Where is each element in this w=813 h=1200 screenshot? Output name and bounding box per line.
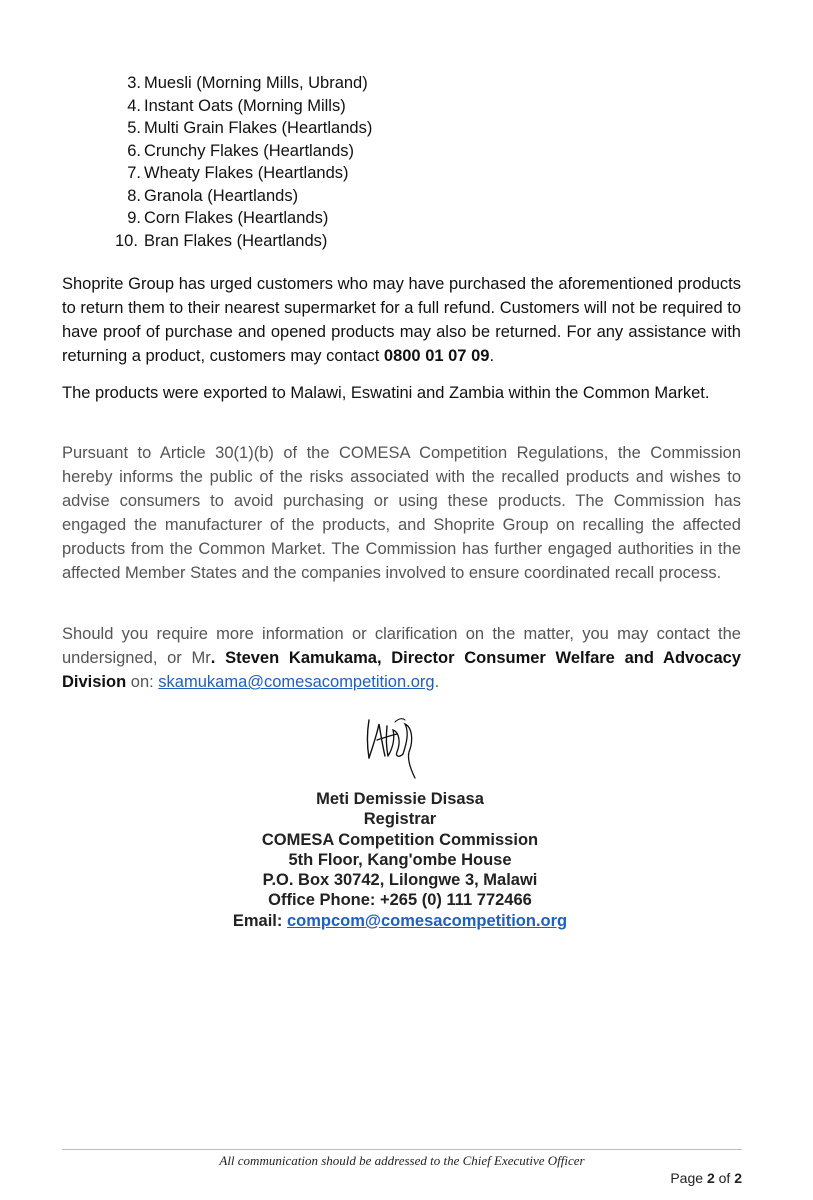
product-name: Corn Flakes (Heartlands) (144, 209, 329, 227)
list-item (113, 95, 372, 118)
signatory-phone: Office Phone: +265 (0) 111 772466 (268, 891, 532, 910)
list-item (113, 185, 372, 208)
product-name: Crunchy Flakes (Heartlands) (144, 141, 354, 160)
signatory-email-link[interactable]: compcom@comesacompetition.org (286, 911, 568, 930)
refund-phone-number: 0800 01 07 09 (383, 347, 490, 365)
page-total: 2 (734, 1170, 742, 1186)
refund-text: Shoprite Group has urged customers who may have purchased the aforementioned products to return them to their nearest supermarket for a full refund. Customers will not be required to have proof of purchase and opened products may also be returned. For any assistance with returning a product, customers may contact (62, 275, 741, 365)
refund-paragraph (62, 272, 741, 368)
signatory-title: Registrar (363, 810, 437, 829)
page-current: 2 (706, 1170, 715, 1186)
list-number: 4. (127, 96, 141, 115)
page-number (670, 1170, 742, 1186)
list-item (113, 140, 372, 163)
list-number: 6. (127, 141, 141, 160)
handwritten-signature (355, 712, 435, 790)
contact-end: . (434, 673, 440, 691)
list-item (113, 230, 372, 253)
export-paragraph: The products were exported to Malawi, Eswatini and Zambia within the Common Market. (62, 384, 710, 402)
product-name: Granola (Heartlands) (144, 186, 299, 205)
refund-end: . (489, 347, 495, 365)
signatory-address-line1: 5th Floor, Kang'ombe House (288, 850, 512, 869)
signatory-organization: COMESA Competition Commission (261, 830, 539, 849)
list-number: 3. (127, 74, 141, 92)
signatory-block (150, 789, 650, 931)
product-name: Wheaty Flakes (Heartlands) (144, 164, 349, 182)
footer-divider (62, 1149, 742, 1150)
list-number: 9. (127, 209, 141, 227)
product-name: Bran Flakes (Heartlands) (144, 231, 328, 250)
signatory-email-row (150, 911, 650, 931)
list-item (113, 117, 372, 140)
product-name: Instant Oats (Morning Mills) (144, 96, 346, 115)
contact-on: on: (126, 673, 159, 691)
commission-paragraph: Pursuant to Article 30(1)(b) of the COMESA Competition Regulations, the Commission hereby informs the public of the risks associated with the recalled products and wishes to advise consumers to avoid purchasing or using these products. The Commission has engaged the manufacturer of the products, and Shoprite Group on recalling the affected products from the Common Market. The Commission has further engaged authorities in the affected Member States and the companies involved to ensure coordinated recall process. (62, 444, 741, 582)
list-item (113, 162, 372, 185)
list-number: 7. (127, 164, 141, 182)
footer-note: All communication should be addressed to the Chief Executive Officer (219, 1153, 585, 1168)
contact-person: . Steven Kamukama, Director Consumer Welfare and Advocacy Division (62, 649, 741, 691)
list-item (113, 72, 372, 95)
list-number: 10. (115, 231, 138, 250)
list-item (113, 207, 372, 230)
list-number: 5. (127, 119, 141, 137)
page-of: of (714, 1170, 735, 1186)
contact-email-link[interactable]: skamukama@comesacompetition.org (158, 673, 435, 691)
product-name: Multi Grain Flakes (Heartlands) (144, 119, 373, 137)
product-name: Muesli (Morning Mills, Ubrand) (144, 74, 368, 92)
contact-paragraph (62, 622, 741, 694)
page-prefix: Page (670, 1170, 707, 1186)
email-label: Email: (232, 911, 287, 930)
recalled-products-list (113, 72, 372, 252)
list-number: 8. (127, 186, 141, 205)
signatory-address-line2: P.O. Box 30742, Lilongwe 3, Malawi (262, 871, 538, 890)
signatory-name: Meti Demissie Disasa (316, 790, 484, 808)
contact-intro: Should you require more information or clarification on the matter, you may contact the undersigned, or Mr (62, 625, 741, 667)
